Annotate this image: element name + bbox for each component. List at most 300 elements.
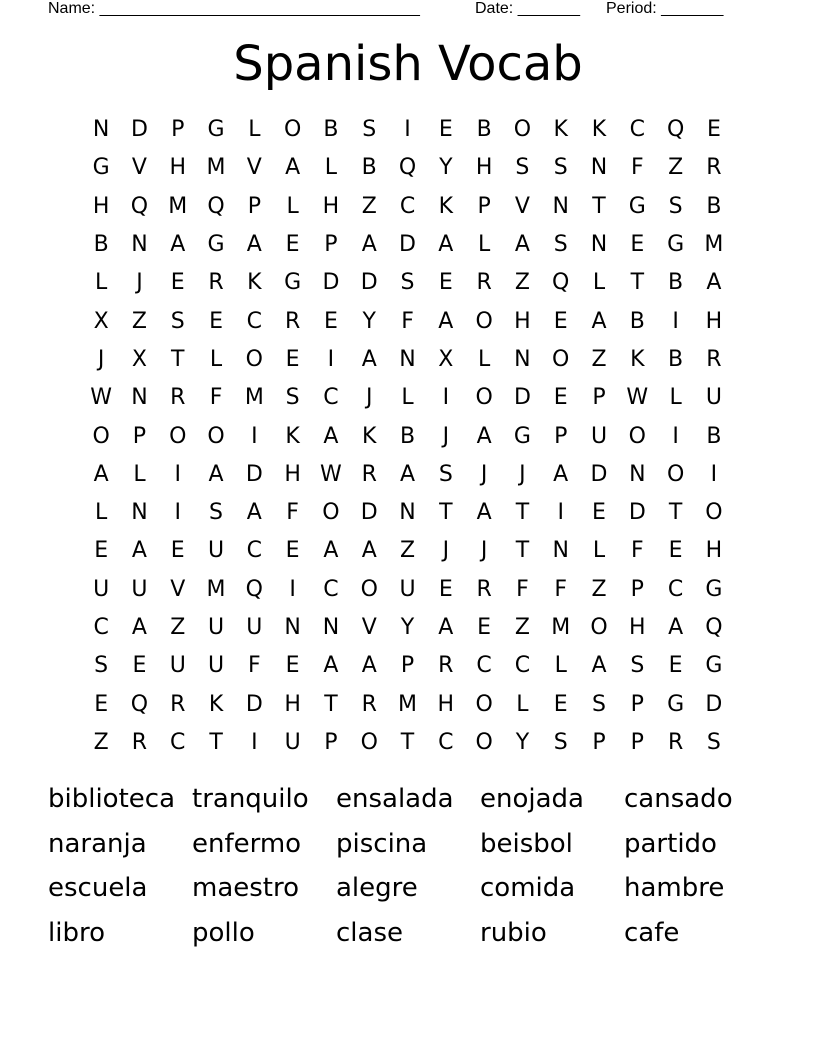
grid-letter[interactable]: U (207, 653, 225, 679)
grid-letter[interactable]: D (628, 500, 646, 526)
grid-letter[interactable]: M (168, 193, 188, 219)
grid-letter[interactable]: G (513, 423, 531, 449)
grid-letter[interactable]: G (207, 117, 225, 143)
grid-letter[interactable]: Q (666, 117, 685, 143)
grid-letter[interactable]: O (552, 346, 570, 372)
grid-letter[interactable]: G (667, 691, 685, 717)
grid-letter[interactable]: S (209, 500, 224, 526)
grid-letter[interactable]: L (592, 538, 606, 564)
grid-letter[interactable]: M (551, 615, 571, 640)
grid-letter[interactable]: Z (591, 346, 607, 372)
grid-letter[interactable]: A (438, 308, 454, 334)
grid-letter[interactable]: E (94, 538, 109, 564)
grid-letter[interactable]: K (630, 346, 645, 372)
grid-letter[interactable]: R (361, 461, 377, 487)
grid-letter[interactable]: E (553, 385, 568, 411)
grid-letter[interactable]: T (515, 538, 530, 564)
grid-letter[interactable]: P (400, 653, 415, 679)
grid-letter[interactable]: E (209, 308, 223, 334)
grid-letter[interactable]: D (130, 117, 148, 143)
grid-letter[interactable]: Q (398, 155, 417, 181)
grid-letter[interactable]: O (207, 423, 225, 449)
grid-letter[interactable]: R (208, 270, 224, 296)
grid-letter[interactable]: S (285, 385, 300, 411)
grid-letter[interactable]: X (131, 346, 147, 372)
grid-letter[interactable]: V (170, 576, 186, 602)
grid-letter[interactable]: W (320, 461, 342, 487)
grid-letter[interactable]: H (284, 461, 301, 487)
grid-letter[interactable]: N (92, 117, 110, 143)
grid-letter[interactable]: Q (705, 615, 723, 640)
grid-letter[interactable]: N (284, 615, 301, 640)
grid-letter[interactable]: S (400, 270, 415, 296)
grid-letter[interactable]: B (629, 308, 645, 334)
grid-letter[interactable]: D (513, 385, 531, 411)
grid-letter[interactable]: Z (514, 615, 530, 640)
grid-letter[interactable]: T (592, 193, 606, 219)
grid-letter[interactable]: S (630, 653, 645, 679)
grid-letter[interactable]: K (285, 423, 300, 449)
grid-letter[interactable]: L (669, 385, 682, 411)
grid-letter[interactable]: N (131, 500, 148, 526)
word-bank-row (48, 911, 768, 956)
grid-letter[interactable]: C (93, 615, 109, 640)
grid-letter[interactable]: B (476, 117, 492, 143)
grid-letter[interactable]: I (174, 500, 181, 526)
grid-letter[interactable]: E (477, 615, 492, 640)
grid-letter[interactable]: P (171, 117, 185, 143)
word-bank-item: ensalada (336, 784, 454, 815)
grid-letter[interactable]: A (323, 538, 339, 564)
grid-letter[interactable]: S (94, 653, 109, 679)
grid-letter[interactable]: O (513, 117, 532, 143)
grid-letter[interactable]: T (171, 346, 185, 372)
grid-letter[interactable]: G (705, 576, 723, 602)
grid-letter[interactable]: M (206, 155, 226, 181)
grid-letter[interactable]: M (704, 232, 724, 258)
grid-letter[interactable]: L (401, 385, 414, 411)
grid-letter[interactable]: A (438, 232, 454, 258)
grid-letter[interactable]: E (132, 653, 147, 679)
grid-letter[interactable]: H (705, 308, 723, 334)
grid-letter[interactable]: C (438, 729, 454, 755)
grid-letter[interactable]: C (246, 308, 263, 334)
grid-letter[interactable]: K (362, 423, 377, 449)
grid-letter[interactable]: E (438, 576, 453, 602)
grid-letter[interactable]: D (360, 270, 378, 296)
grid-letter[interactable]: I (710, 461, 718, 487)
grid-letter[interactable]: P (132, 423, 147, 449)
grid-letter[interactable]: A (514, 232, 530, 258)
grid-letter[interactable]: C (667, 576, 684, 602)
grid-row (82, 417, 734, 455)
grid-letter[interactable]: D (399, 232, 416, 258)
grid-letter[interactable]: L (248, 117, 261, 143)
grid-letter[interactable]: G (284, 270, 302, 296)
grid-letter[interactable]: V (514, 193, 530, 219)
grid-letter[interactable]: K (591, 117, 607, 143)
grid-letter[interactable]: N (131, 232, 148, 258)
grid-letter[interactable]: H (705, 538, 723, 564)
grid-letter[interactable]: Z (591, 576, 607, 602)
grid-letter[interactable]: O (283, 117, 302, 143)
grid-letter[interactable]: E (553, 691, 568, 717)
grid-letter[interactable]: R (476, 576, 492, 602)
grid-letter[interactable]: E (170, 270, 185, 296)
grid-letter[interactable]: O (475, 385, 493, 411)
grid-letter[interactable]: G (92, 155, 110, 181)
grid-letter[interactable]: R (476, 270, 492, 296)
grid-letter[interactable]: Y (362, 308, 376, 334)
grid-letter[interactable]: H (437, 691, 455, 717)
grid-letter[interactable]: X (93, 308, 109, 334)
grid-letter[interactable]: Y (400, 615, 415, 640)
grid-letter[interactable]: T (324, 691, 338, 717)
grid-letter[interactable]: O (169, 423, 187, 449)
grid-letter[interactable]: A (591, 308, 607, 334)
grid-letter[interactable]: K (247, 270, 262, 296)
grid-letter[interactable]: J (480, 538, 488, 564)
grid-letter[interactable]: O (360, 729, 378, 755)
grid-letter[interactable]: E (438, 270, 453, 296)
grid-letter[interactable]: N (322, 615, 340, 640)
grid-letter[interactable]: A (285, 155, 301, 181)
grid-letter[interactable]: E (592, 500, 606, 526)
grid-letter[interactable]: U (169, 653, 186, 679)
grid-letter[interactable]: S (592, 691, 606, 717)
grid-letter[interactable]: Z (170, 615, 186, 640)
grid-letter[interactable]: S (438, 461, 453, 487)
grid-letter[interactable]: J (519, 461, 526, 487)
grid-letter[interactable]: I (404, 117, 411, 143)
grid-letter[interactable]: J (480, 461, 488, 487)
grid-letter[interactable]: C (323, 385, 339, 411)
grid-letter[interactable]: Q (552, 270, 570, 296)
grid-letter[interactable]: D (245, 461, 263, 487)
grid-letter[interactable]: U (590, 423, 608, 449)
date-field-label[interactable]: Date: _______ (475, 0, 580, 17)
grid-letter[interactable]: H (322, 193, 340, 219)
grid-letter[interactable]: J (442, 423, 450, 449)
grid-row (82, 532, 734, 570)
grid-letter[interactable]: E (438, 117, 453, 143)
grid-letter[interactable]: B (706, 193, 722, 219)
grid-letter[interactable]: B (93, 232, 109, 258)
grid-letter[interactable]: J (442, 538, 450, 564)
grid-letter[interactable]: T (668, 500, 683, 526)
word-search-grid (82, 111, 734, 762)
grid-letter[interactable]: O (666, 461, 685, 487)
grid-letter[interactable]: A (323, 423, 339, 449)
grid-letter[interactable]: A (93, 461, 109, 487)
grid-letter[interactable]: R (284, 308, 301, 334)
period-field-label[interactable]: Period: _______ (606, 0, 724, 17)
grid-letter[interactable]: R (131, 729, 148, 755)
grid-letter[interactable]: T (630, 270, 645, 296)
grid-letter[interactable]: E (323, 308, 338, 334)
grid-letter[interactable]: L (477, 232, 491, 258)
grid-letter[interactable]: O (322, 500, 340, 526)
grid-letter[interactable]: I (557, 500, 564, 526)
grid-letter[interactable]: G (207, 232, 225, 258)
grid-letter[interactable]: S (668, 193, 683, 219)
grid-letter[interactable]: A (553, 461, 569, 487)
grid-letter[interactable]: G (667, 232, 685, 258)
grid-letter[interactable]: U (246, 615, 263, 640)
grid-letter[interactable]: I (289, 576, 296, 602)
grid-letter[interactable]: A (668, 615, 684, 640)
grid-letter[interactable]: A (361, 653, 377, 679)
grid-letter[interactable]: Q (130, 193, 149, 219)
grid-letter[interactable]: F (401, 308, 414, 334)
grid-letter[interactable]: G (705, 653, 723, 679)
grid-letter[interactable]: Z (361, 193, 377, 219)
grid-letter[interactable]: S (553, 155, 568, 181)
grid-letter[interactable]: F (516, 576, 529, 602)
grid-letter[interactable]: I (672, 423, 679, 449)
grid-letter[interactable]: P (630, 691, 644, 717)
grid-letter[interactable]: Y (515, 729, 530, 755)
grid-letter[interactable]: A (323, 653, 339, 679)
grid-letter[interactable]: L (209, 346, 223, 372)
grid-letter[interactable]: M (206, 576, 226, 602)
grid-letter[interactable]: N (399, 500, 416, 526)
grid-letter[interactable]: N (552, 538, 569, 564)
grid-letter[interactable]: S (170, 308, 185, 334)
grid-letter[interactable]: G (628, 193, 646, 219)
grid-letter[interactable]: B (668, 270, 684, 296)
grid-letter[interactable]: N (590, 155, 608, 181)
grid-letter[interactable]: H (284, 691, 301, 717)
grid-letter[interactable]: N (629, 461, 646, 487)
grid-letter[interactable]: P (630, 576, 644, 602)
grid-letter[interactable]: L (477, 346, 491, 372)
grid-letter[interactable]: A (476, 423, 492, 449)
grid-letter[interactable]: P (247, 193, 261, 219)
grid-letter[interactable]: L (324, 155, 338, 181)
grid-letter[interactable]: A (476, 500, 492, 526)
grid-letter[interactable]: I (174, 461, 181, 487)
grid-letter[interactable]: L (554, 653, 567, 679)
grid-letter[interactable]: N (131, 385, 148, 411)
grid-letter[interactable]: Z (514, 270, 530, 296)
word-bank-item: libro (48, 917, 105, 948)
grid-letter[interactable]: W (626, 385, 649, 411)
grid-letter[interactable]: R (706, 346, 722, 372)
grid-letter[interactable]: W (90, 385, 113, 411)
grid-letter[interactable]: F (248, 653, 261, 679)
grid-letter[interactable]: V (131, 155, 147, 181)
grid-letter[interactable]: E (553, 308, 568, 334)
grid-letter[interactable]: B (323, 117, 339, 143)
grid-letter[interactable]: I (672, 308, 679, 334)
grid-letter[interactable]: U (207, 615, 225, 640)
grid-letter[interactable]: N (590, 232, 608, 258)
grid-letter[interactable]: E (706, 117, 721, 143)
grid-letter[interactable]: U (93, 576, 110, 602)
grid-letter[interactable]: S (515, 155, 530, 181)
grid-letter[interactable]: P (554, 423, 568, 449)
grid-letter[interactable]: C (476, 653, 492, 679)
grid-letter[interactable]: S (706, 729, 721, 755)
grid-letter[interactable]: R (170, 385, 186, 411)
grid-letter[interactable]: N (514, 346, 531, 372)
grid-letter[interactable]: X (438, 346, 454, 372)
grid-letter[interactable]: L (286, 193, 299, 219)
grid-letter[interactable]: D (360, 500, 378, 526)
grid-letter[interactable]: C (246, 538, 263, 564)
grid-letter[interactable]: A (131, 615, 147, 640)
grid-letter[interactable]: E (668, 538, 683, 564)
grid-letter[interactable]: F (554, 576, 568, 602)
grid-letter[interactable]: U (207, 538, 225, 564)
grid-letter[interactable]: C (629, 117, 645, 143)
grid-letter[interactable]: C (514, 653, 531, 679)
grid-letter[interactable]: D (590, 461, 608, 487)
grid-letter[interactable]: A (361, 346, 377, 372)
grid-letter[interactable]: V (361, 615, 377, 640)
grid-letter[interactable]: L (592, 270, 606, 296)
grid-letter[interactable]: L (95, 500, 108, 526)
grid-letter[interactable]: A (208, 461, 224, 487)
grid-letter[interactable]: S (553, 729, 568, 755)
grid-letter[interactable]: R (706, 155, 722, 181)
grid-letter[interactable]: A (361, 538, 377, 564)
grid-letter[interactable]: L (95, 270, 108, 296)
grid-letter[interactable]: O (92, 423, 110, 449)
grid-letter[interactable]: T (209, 729, 223, 755)
grid-letter[interactable]: E (285, 538, 300, 564)
grid-letter[interactable]: B (399, 423, 416, 449)
grid-letter[interactable]: O (705, 500, 723, 526)
grid-letter[interactable]: M (244, 385, 264, 411)
grid-letter[interactable]: F (630, 155, 644, 181)
grid-letter[interactable]: E (94, 691, 109, 717)
grid-letter[interactable]: C (323, 576, 339, 602)
grid-letter[interactable]: D (705, 691, 723, 717)
grid-letter[interactable]: A (361, 232, 377, 258)
grid-letter[interactable]: Y (439, 155, 453, 181)
grid-letter[interactable]: Z (93, 729, 109, 755)
grid-letter[interactable]: R (667, 729, 684, 755)
grid-letter[interactable]: J (136, 270, 143, 296)
grid-letter[interactable]: F (209, 385, 223, 411)
grid-letter[interactable]: P (477, 193, 491, 219)
grid-letter[interactable]: B (668, 346, 684, 372)
grid-letter[interactable]: O (475, 729, 493, 755)
grid-letter[interactable]: H (475, 155, 493, 181)
grid-letter[interactable]: A (399, 461, 416, 487)
grid-letter[interactable]: J (365, 385, 373, 411)
grid-letter[interactable]: I (251, 423, 258, 449)
grid-letter[interactable]: U (131, 576, 148, 602)
grid-letter[interactable]: L (133, 461, 146, 487)
grid-letter[interactable]: Z (668, 155, 684, 181)
grid-letter[interactable]: F (630, 538, 644, 564)
grid-letter[interactable]: O (475, 308, 493, 334)
grid-letter[interactable]: F (286, 500, 299, 526)
grid-letter[interactable]: C (170, 729, 186, 755)
grid-letter[interactable]: K (208, 691, 224, 717)
grid-letter[interactable]: O (628, 423, 646, 449)
grid-letter[interactable]: T (400, 729, 415, 755)
grid-letter[interactable]: A (170, 232, 186, 258)
grid-letter[interactable]: Q (130, 691, 149, 717)
grid-letter[interactable]: B (706, 423, 722, 449)
grid-letter[interactable]: O (360, 576, 378, 602)
grid-letter[interactable]: E (170, 538, 185, 564)
grid-letter[interactable]: R (170, 691, 186, 717)
grid-letter[interactable]: P (324, 232, 338, 258)
grid-letter[interactable]: P (592, 729, 606, 755)
grid-letter[interactable]: I (327, 346, 335, 372)
grid-letter[interactable]: A (131, 538, 147, 564)
grid-letter[interactable]: S (553, 232, 568, 258)
grid-letter[interactable]: V (246, 155, 262, 181)
grid-letter[interactable]: P (324, 729, 338, 755)
grid-letter[interactable]: H (169, 155, 187, 181)
grid-letter[interactable]: A (246, 500, 262, 526)
grid-letter[interactable]: R (438, 653, 454, 679)
grid-letter[interactable]: Z (131, 308, 147, 334)
grid-letter[interactable]: R (361, 691, 377, 717)
word-bank-item: hambre (624, 873, 725, 904)
grid-letter[interactable]: C (399, 193, 416, 219)
grid-letter[interactable]: T (439, 500, 453, 526)
grid-letter[interactable]: S (362, 117, 377, 143)
grid-letter[interactable]: U (284, 729, 301, 755)
grid-letter[interactable]: M (398, 691, 418, 717)
grid-letter[interactable]: P (592, 385, 606, 411)
grid-letter[interactable]: K (438, 193, 454, 219)
name-field-label[interactable]: Name: ____________________________________ (48, 0, 420, 17)
grid-letter[interactable]: A (246, 232, 262, 258)
grid-letter[interactable]: L (516, 691, 529, 717)
grid-letter[interactable]: N (399, 346, 416, 372)
grid-letter[interactable]: I (442, 385, 450, 411)
grid-letter[interactable]: A (591, 653, 607, 679)
grid-letter[interactable]: E (285, 653, 300, 679)
grid-letter[interactable]: A (706, 270, 722, 296)
grid-letter[interactable]: D (322, 270, 340, 296)
grid-letter[interactable]: J (97, 346, 105, 372)
grid-letter[interactable]: O (245, 346, 263, 372)
grid-letter[interactable]: O (475, 691, 493, 717)
grid-letter[interactable]: I (251, 729, 258, 755)
grid-letter[interactable]: Q (245, 576, 263, 602)
grid-letter[interactable]: Z (399, 538, 416, 564)
grid-letter[interactable]: B (361, 155, 377, 181)
grid-letter[interactable]: E (668, 653, 683, 679)
grid-letter[interactable]: D (245, 691, 263, 717)
grid-letter[interactable]: N (552, 193, 569, 219)
grid-letter[interactable]: E (285, 232, 300, 258)
grid-letter[interactable]: H (92, 193, 110, 219)
grid-letter[interactable]: K (553, 117, 568, 143)
grid-letter[interactable]: H (514, 308, 531, 334)
word-bank-item: partido (624, 828, 717, 859)
grid-letter[interactable]: T (515, 500, 530, 526)
grid-letter[interactable]: H (629, 615, 646, 640)
grid-letter[interactable]: U (705, 385, 722, 411)
grid-letter[interactable]: P (630, 729, 644, 755)
grid-letter[interactable]: E (285, 346, 300, 372)
grid-letter[interactable]: Q (207, 193, 225, 219)
grid-letter[interactable]: A (438, 615, 454, 640)
grid-letter[interactable]: U (399, 576, 416, 602)
grid-letter[interactable]: E (630, 232, 645, 258)
grid-letter[interactable]: O (590, 615, 608, 640)
